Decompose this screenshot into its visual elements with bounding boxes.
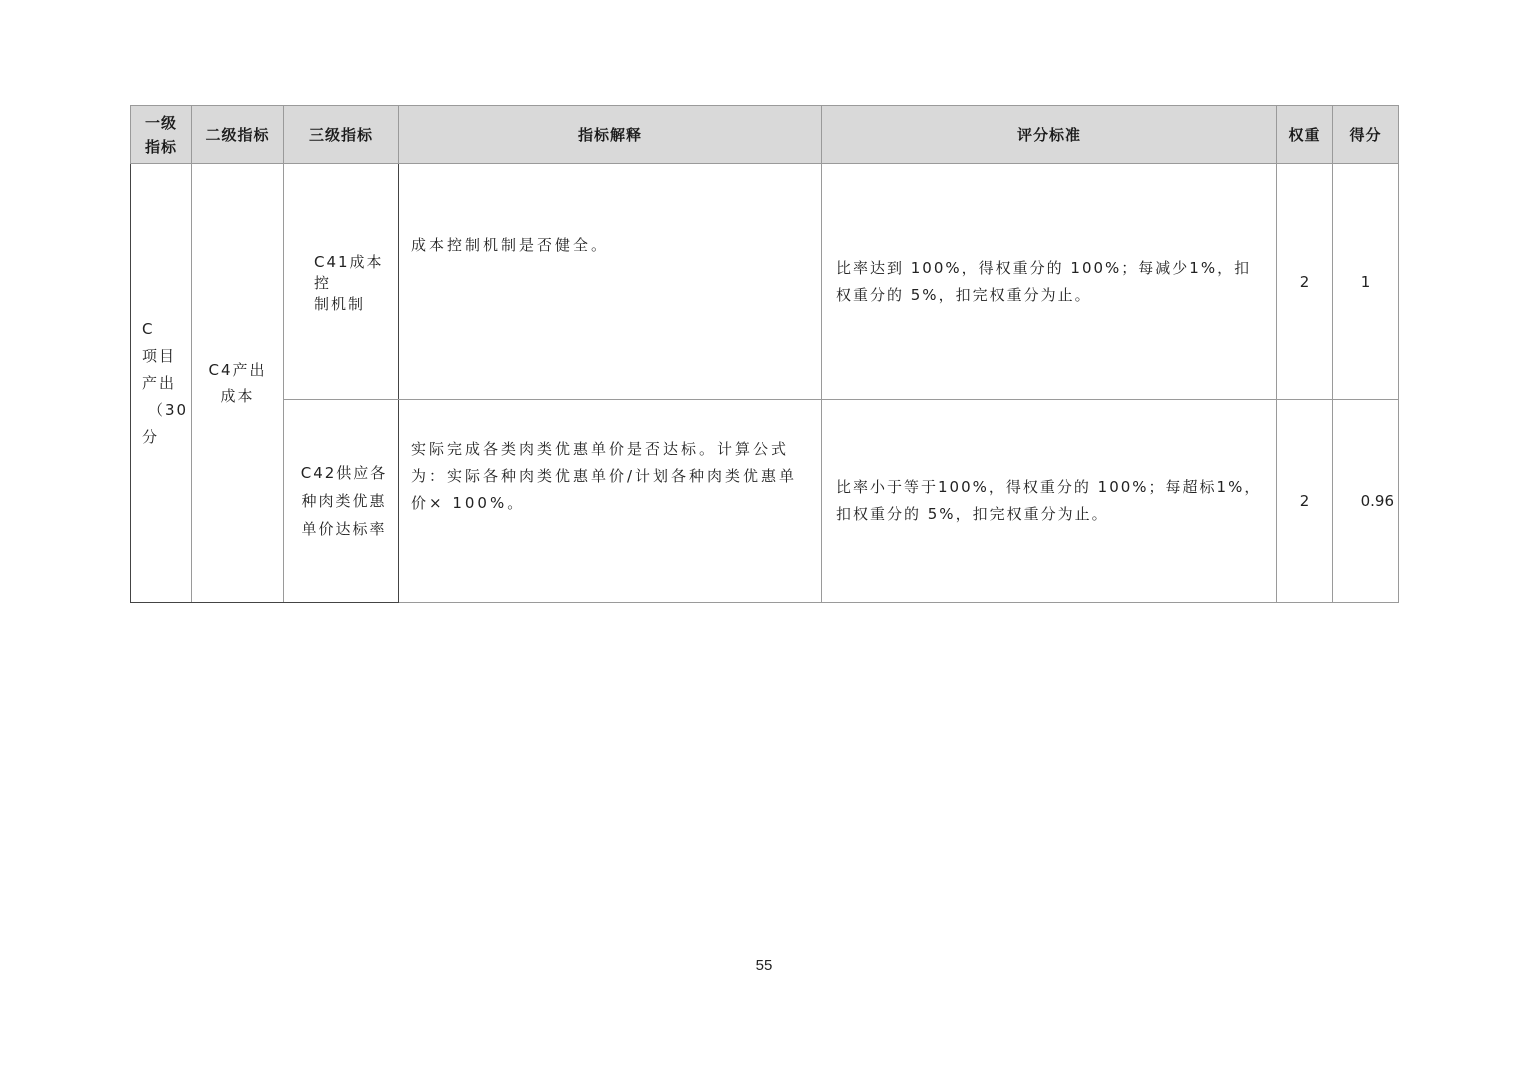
- level1-name-line2: 产出: [142, 373, 177, 392]
- header-criteria: 评分标准: [822, 106, 1277, 164]
- table-row: [131, 164, 1399, 400]
- level2-indicator-cell: [192, 164, 284, 603]
- criteria-cell: 比率达到 100%，得权重分的 100%；每减少1%，扣权重分的 5%，扣完权重分为止。: [822, 164, 1277, 400]
- header-level2: 二级指标: [192, 106, 284, 164]
- level2-line1: C4产出: [208, 361, 267, 379]
- header-level1: [131, 106, 192, 164]
- criteria-cell: 比率小于等于100%，得权重分的 100%；每超标1%，扣权重分的 5%，扣完权重分为止。: [822, 400, 1277, 603]
- evaluation-table: [130, 105, 1399, 603]
- level1-name-line3: （30: [148, 400, 189, 419]
- level2-line2: 成本: [220, 387, 255, 405]
- weight-cell: 2: [1277, 400, 1333, 603]
- level3-line1: C42供应各: [300, 464, 388, 482]
- header-level3: 三级指标: [284, 106, 399, 164]
- explanation-cell: 实际完成各类肉类优惠单价是否达标。计算公式为：实际各种肉类优惠单价/计划各种肉类优惠单价× 100%。: [399, 400, 822, 603]
- level1-name-line4: 分: [142, 427, 160, 446]
- level1-indicator-cell: [131, 164, 192, 603]
- level1-code: C: [142, 319, 155, 338]
- level3-line1: C41成本控: [314, 253, 384, 292]
- header-explanation: 指标解释: [399, 106, 822, 164]
- score-cell: 0.96: [1333, 400, 1399, 603]
- level3-indicator-cell: [284, 400, 399, 603]
- explanation-cell: 成本控制机制是否健全。: [399, 164, 822, 400]
- header-level1-line1: 一级: [144, 113, 177, 132]
- level3-line2: 种肉类优惠: [301, 492, 387, 510]
- page-number: 55: [755, 957, 773, 974]
- header-weight: 权重: [1277, 106, 1333, 164]
- header-row: [131, 106, 1399, 164]
- level3-line2: 制机制: [314, 295, 366, 313]
- header-score: 得分: [1333, 106, 1399, 164]
- level3-line3: 单价达标率: [301, 520, 387, 538]
- header-level1-line2: 指标: [144, 137, 177, 156]
- level3-indicator-cell: [284, 164, 399, 400]
- table-row: [131, 400, 1399, 603]
- level1-name-line1: 项目: [142, 346, 177, 365]
- score-cell: 1: [1333, 164, 1399, 400]
- weight-cell: 2: [1277, 164, 1333, 400]
